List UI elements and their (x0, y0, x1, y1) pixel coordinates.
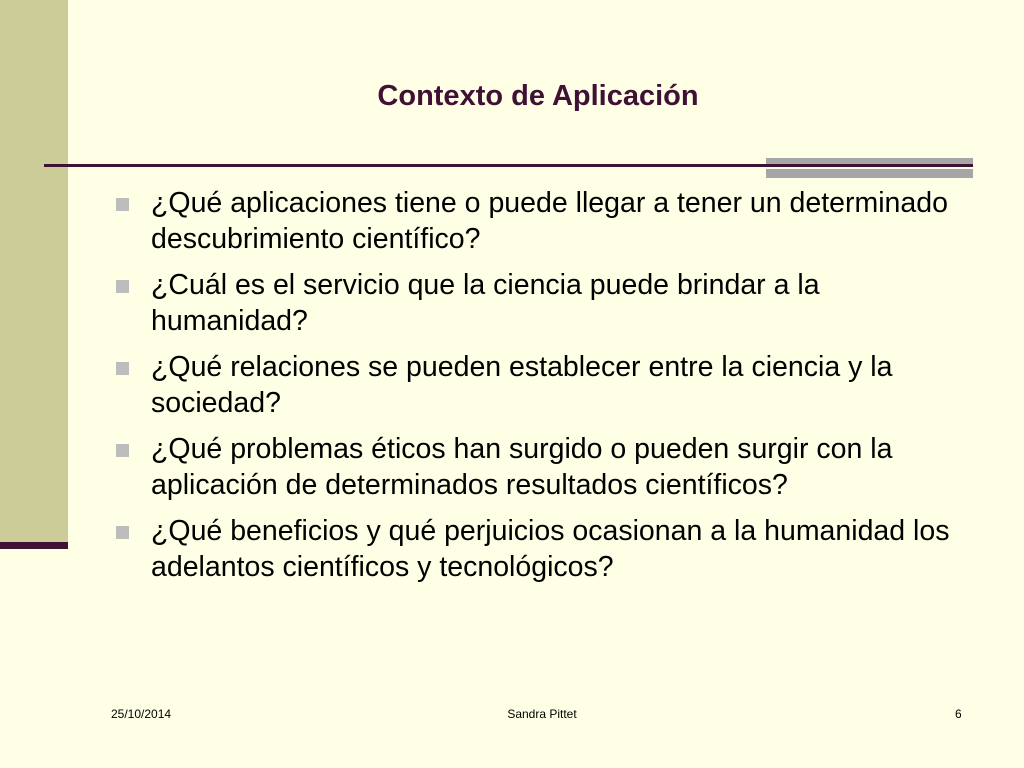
title-gray-accent-bottom (766, 169, 973, 178)
bullet-item (116, 432, 976, 503)
sidebar-accent-line (0, 542, 68, 549)
footer-page-number: 6 (955, 707, 962, 721)
footer-date: 25/10/2014 (111, 707, 172, 721)
square-bullet-icon (116, 280, 129, 293)
bullet-text: ¿Qué relaciones se pueden establecer entre la ciencia y la sociedad? (151, 351, 893, 419)
bullet-item (116, 268, 976, 339)
bullet-item (116, 514, 976, 585)
bullet-item (116, 186, 976, 257)
title-underline-rule (44, 164, 973, 167)
square-bullet-icon (116, 362, 129, 375)
bullet-text: ¿Qué aplicaciones tiene o puede llegar a tener un determinado descubrimiento científico? (151, 187, 948, 255)
bullet-text: ¿Cuál es el servicio que la ciencia puede brindar a la humanidad? (151, 269, 820, 337)
bullet-text: ¿Qué problemas éticos han surgido o pueden surgir con la aplicación de determinados resultados científicos? (151, 433, 893, 501)
square-bullet-icon (116, 526, 129, 539)
slide-title: Contexto de Aplicación (377, 80, 699, 112)
square-bullet-icon (116, 198, 129, 211)
square-bullet-icon (116, 444, 129, 457)
bullet-item (116, 350, 976, 421)
bullet-text: ¿Qué beneficios y qué perjuicios ocasionan a la humanidad los adelantos científicos y tecnológicos? (151, 515, 950, 583)
footer-author: Sandra Pittet (507, 707, 577, 721)
bullet-list (116, 186, 976, 596)
